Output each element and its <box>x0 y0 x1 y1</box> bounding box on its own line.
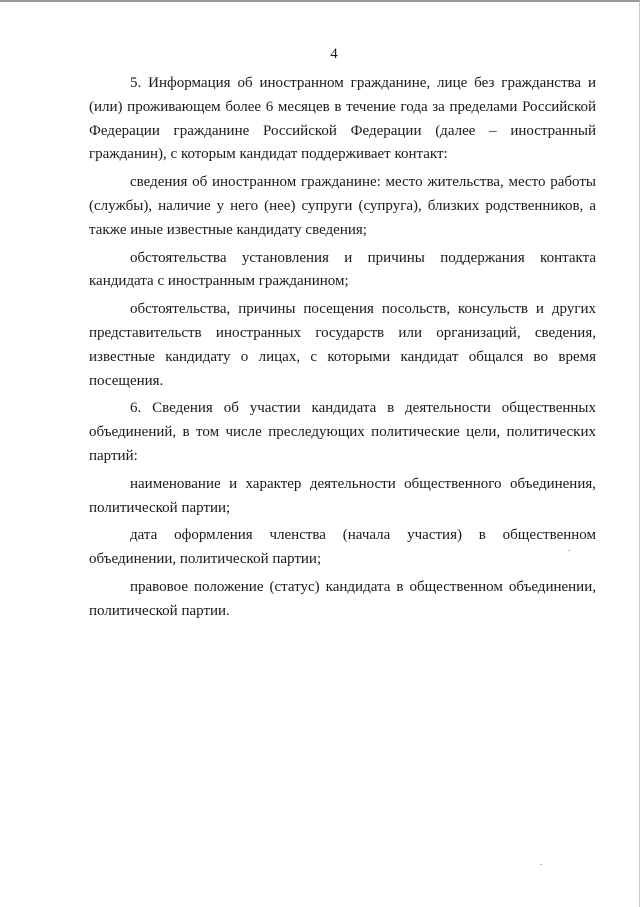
paragraph-section-5-intro: 5. Информация об иностранном гражданине, лице без гражданства и (или) проживающем более 6 месяцев в течение года за пределами Российской Федерации гражданине Российской Федерации (далее – иностранный гражданин), с которым кандидат поддерживает контакт: <box>89 75 596 163</box>
paragraph-foreigner-details: сведения об иностранном гражданине: место жительства, место работы (службы), наличие у него (нее) супруги (супруга), близких родственников, а также иные известные кандидату сведения; <box>89 174 596 238</box>
scan-speck <box>540 864 542 865</box>
paragraph-association-name: наименование и характер деятельности общественного объединения, политической партии; <box>89 475 596 516</box>
scan-speck <box>568 550 570 551</box>
document-body <box>89 72 596 628</box>
paragraph-contact-circumstances: обстоятельства установления и причины поддержания контакта кандидата с иностранным гражданином; <box>89 249 596 290</box>
paragraph-membership-date: дата оформления членства (начала участия) в общественном объединении, политической партии; <box>89 527 596 568</box>
paragraph-legal-status: правовое положение (статус) кандидата в общественном объединении, политической партии. <box>89 578 596 619</box>
page-number: 4 <box>330 46 338 62</box>
paragraph-section-6-intro: 6. Сведения об участии кандидата в деятельности общественных объединений, в том числе преследующих политические цели, политических партий: <box>89 400 596 464</box>
paragraph-embassy-visits: обстоятельства, причины посещения посольств, консульств и других представительств иностранных государств или организаций, сведения, известные кандидату о лицах, с которыми кандидат общался во время посещения. <box>89 301 596 389</box>
